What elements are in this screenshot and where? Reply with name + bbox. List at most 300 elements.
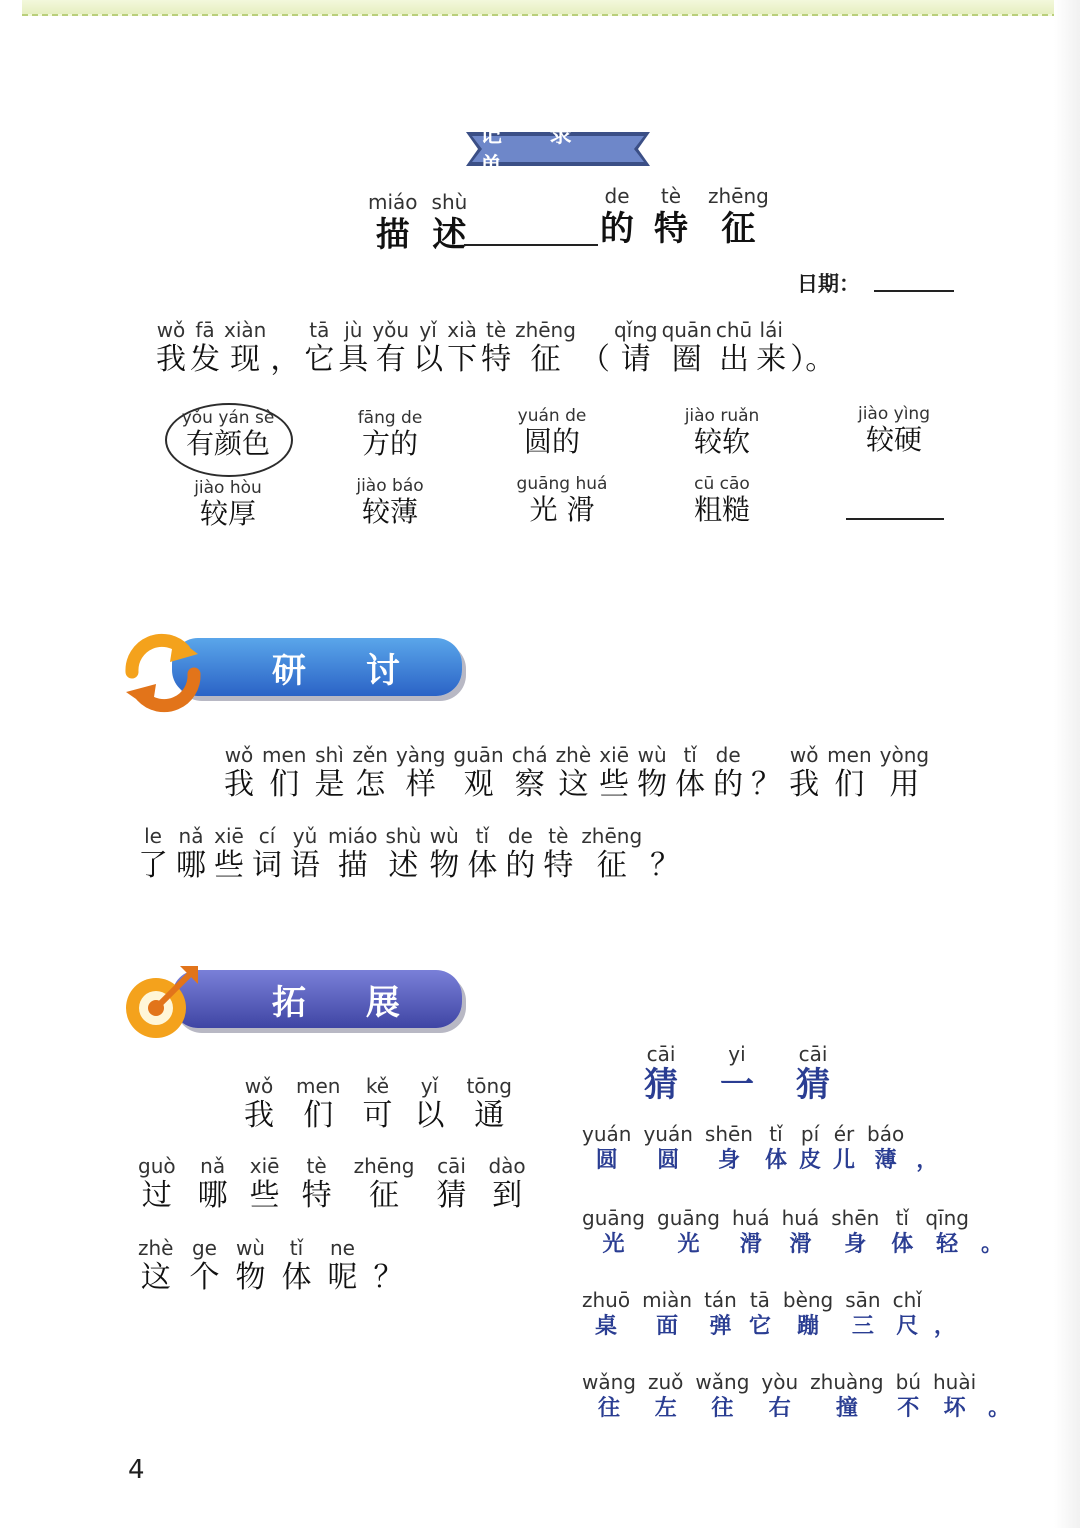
pinyin: zhè [138,1236,174,1260]
discuss-char [650,826,680,881]
hanzi: 光 [677,1231,700,1257]
hanzi: 左 [654,1395,677,1421]
hanzi: 桌 [595,1313,618,1339]
hanzi: 体 [281,1260,312,1295]
finding-char [304,320,334,375]
pinyin: yǒu [372,318,410,342]
riddle-char [695,1372,749,1419]
discuss-char [556,745,591,800]
riddle-char [643,1124,692,1171]
pinyin: qīng [925,1206,969,1230]
pinyin: guāng [582,1206,645,1230]
hanzi: ？ [751,767,782,802]
finding-char [481,320,511,375]
extend-char [250,1156,280,1211]
hanzi: 面 [656,1313,679,1339]
riddle-char [783,1290,833,1337]
option-pinyin: cū cāo [694,474,750,494]
finding-char [447,320,477,375]
discuss-char [396,745,445,800]
discuss-char [880,745,929,800]
pinyin [592,320,598,340]
feature-option[interactable] [652,408,792,456]
pinyin: tè [306,1154,327,1178]
pinyin: huá [781,1206,820,1230]
pinyin: zhuàng [810,1370,884,1394]
hanzi: 发 [190,342,220,377]
discuss-char [467,826,497,881]
hanzi: 右 [768,1395,791,1421]
pinyin: wǒ [224,743,254,767]
option-pinyin: yǒu yán sè [181,408,275,428]
hanzi: 哪 [176,848,206,883]
pinyin: wǒ [156,318,186,342]
riddle-title [644,1042,830,1105]
feature-option[interactable] [158,410,298,458]
finding-char [756,320,786,375]
hanzi: ？ [650,848,681,883]
hanzi: 征 [721,209,756,249]
riddle-char [582,1372,636,1419]
extend-char [373,1238,403,1293]
discuss-char [599,745,629,800]
discuss-char [751,745,781,800]
riddle-char [831,1208,879,1255]
riddle-line [582,1124,938,1171]
extend-char [414,1076,444,1131]
cycle-arrows-icon [118,630,208,714]
custom-feature-blank[interactable] [846,518,944,520]
pinyin: qǐng [613,318,658,342]
date-fill-blank[interactable] [874,290,954,292]
pinyin: yǐ [419,318,437,342]
pinyin: jù [344,318,363,342]
pinyin: tǐ [475,824,490,848]
discuss-question-line2 [138,826,680,881]
riddle-char [934,1290,956,1337]
riddle-char [891,1208,913,1255]
option-hanzi: 较软 [693,425,750,458]
riddle-char [582,1290,630,1337]
discuss-char [505,826,535,881]
pinyin: le [144,824,162,848]
hanzi: 体 [891,1231,914,1257]
title-fill-blank[interactable] [464,244,598,246]
page-number: 4 [128,1455,145,1485]
pinyin: zhēng [581,824,643,848]
page-edge-shadow [1054,0,1080,1528]
extend-char [302,1156,332,1211]
riddle-char [810,1372,883,1419]
hanzi: 出 [719,342,750,377]
riddle-char [799,1124,821,1171]
hanzi: 的 [505,848,536,883]
pinyin: wù [235,1236,265,1260]
riddle-char [782,1208,820,1255]
hanzi: 请 [620,342,651,377]
option-pinyin: jiào yìng [857,404,931,424]
hanzi: 撞 [835,1395,858,1421]
discuss-char [314,745,344,800]
hanzi: ， [933,1313,956,1339]
hanzi: 猜 [644,1065,678,1105]
discuss-char [262,745,306,800]
title-char [431,190,468,255]
hanzi: 猜 [796,1065,830,1105]
hanzi: 不 [897,1395,920,1421]
riddle-char [582,1208,645,1255]
pinyin: miáo [328,824,378,848]
riddle-char [642,1290,692,1337]
section-discuss-label: 研 讨 [172,638,462,696]
finding-char [270,320,300,375]
discuss-char [543,826,573,881]
record-sheet-title: 记 录 单 [480,123,592,179]
hanzi: 些 [249,1178,280,1213]
riddle-char [732,1208,770,1255]
pinyin: chǐ [892,1288,922,1312]
hanzi: 儿 [833,1147,856,1173]
hanzi: 的 [600,209,634,249]
title-char [708,184,769,249]
option-hanzi: 较硬 [865,423,922,456]
pinyin: yòng [879,743,930,767]
hanzi: 述 [432,215,467,255]
option-pinyin: guāng huá [516,474,608,494]
pinyin: tōng [466,1074,512,1098]
hanzi: 一 [720,1065,754,1105]
feature-option[interactable] [158,480,298,528]
pinyin: yòu [761,1370,799,1394]
pinyin: sān [845,1288,881,1312]
hanzi: 它 [748,1313,771,1339]
pinyin [810,320,816,340]
hanzi: 现 [230,342,261,377]
pinyin: yàng [395,743,446,767]
pinyin: chū [715,318,753,342]
discuss-char [789,745,819,800]
extend-char [198,1156,228,1211]
pinyin: pí [800,1122,820,1146]
pinyin: zuǒ [647,1370,684,1394]
finding-char [156,320,186,375]
hanzi: 圆 [657,1147,680,1173]
hanzi: 轻 [936,1231,959,1257]
pinyin [282,320,288,340]
hanzi: 用 [889,767,920,802]
riddle-line [582,1290,956,1337]
hanzi: 圈 [671,342,702,377]
pinyin: wù [429,824,459,848]
feature-option[interactable] [652,476,792,524]
hanzi: 往 [597,1395,620,1421]
pinyin [924,1124,930,1144]
hanzi: 我 [224,767,254,802]
hanzi: 薄 [874,1147,897,1173]
pinyin: wǎng [695,1370,750,1394]
hanzi: 是 [314,767,345,802]
hanzi: 怎 [355,767,386,802]
pinyin: tǐ [289,1236,304,1260]
pinyin: dào [488,1154,526,1178]
pinyin: yǔ [292,824,318,848]
pinyin: ér [833,1122,855,1146]
hanzi: 通 [474,1098,505,1133]
pinyin: de [604,184,630,208]
hanzi: 这 [140,1260,171,1295]
pinyin: huá [732,1206,770,1230]
option-hanzi: 较厚 [199,497,256,530]
option-pinyin: yuán de [517,406,587,426]
pinyin: guān [453,743,504,767]
riddle-title-char [720,1042,754,1105]
hanzi: 特 [301,1178,332,1213]
pinyin: tǐ [769,1122,783,1146]
option-hanzi: 圆的 [523,425,580,458]
section-extend-label: 拓 展 [172,970,462,1028]
finding-char [580,320,610,375]
discuss-char [352,745,387,800]
pinyin: guò [138,1154,176,1178]
hanzi: 体 [764,1147,787,1173]
title-char [368,190,418,255]
extend-char [436,1156,466,1211]
discuss-char [214,826,244,881]
hanzi: 。 [980,1231,1003,1257]
pinyin: de [715,743,741,767]
hanzi: 它 [304,342,335,377]
hanzi: 我 [244,1098,274,1133]
pinyin: men [296,1074,341,1098]
pinyin: wǒ [789,743,819,767]
pinyin: bèng [782,1288,834,1312]
pinyin: zhēng [708,184,769,208]
option-hanzi: 较薄 [361,495,418,528]
riddle-char [582,1124,631,1171]
hanzi: 了 [138,848,168,883]
hanzi: 物 [235,1260,266,1295]
feature-option[interactable] [824,406,964,454]
riddle-title-char [796,1042,830,1105]
pinyin: tán [704,1288,737,1312]
pinyin: zěn [352,743,388,767]
title-part-features [600,184,769,249]
pinyin: yuán [643,1122,693,1146]
finding-char [515,320,576,375]
pinyin: shēn [704,1122,753,1146]
pinyin: bú [895,1370,921,1394]
pinyin: de [507,824,533,848]
pinyin: ge [191,1236,217,1260]
pinyin: huài [933,1370,977,1394]
feature-option[interactable] [320,478,460,526]
riddle-char [845,1290,880,1337]
hanzi: 滑 [739,1231,762,1257]
discuss-char [512,745,548,800]
pinyin: zhēng [353,1154,415,1178]
hanzi: 特 [481,342,512,377]
pinyin [763,745,769,765]
hanzi: 察 [514,767,545,802]
riddle-char [704,1290,737,1337]
pinyin: nǎ [200,1154,226,1178]
hanzi: 们 [269,767,300,802]
riddle-char [648,1372,683,1419]
hanzi: 往 [711,1395,734,1421]
feature-option[interactable] [492,476,632,524]
pinyin: shù [385,824,422,848]
extend-question-line1 [244,1076,512,1131]
pinyin: xiē [249,1154,280,1178]
pinyin: xiē [599,743,629,767]
riddle-char [761,1372,798,1419]
hanzi: ？ [373,1260,404,1295]
hanzi: 描 [375,215,410,255]
pinyin: miáo [368,190,418,214]
pinyin: zhè [555,743,592,767]
riddle-char [896,1372,921,1419]
hanzi: 的 [713,767,744,802]
date-label: 日期： [797,272,860,296]
hanzi: 观 [463,767,494,802]
pinyin [662,826,668,846]
title-char [600,184,634,249]
hanzi: 到 [492,1178,523,1213]
hanzi: 具 [338,342,369,377]
hanzi: 些 [214,848,244,883]
pinyin: cāi [437,1154,466,1178]
pinyin: tā [749,1288,770,1312]
pinyin: tè [486,318,507,342]
pinyin: tè [548,824,569,848]
riddle-char [657,1208,720,1255]
hanzi: 有 [375,342,406,377]
hanzi: 描 [337,848,368,883]
pinyin: wǎng [582,1370,636,1394]
hanzi: 三 [851,1313,874,1339]
hanzi: 弹 [709,1313,732,1339]
hanzi: 特 [543,848,574,883]
hanzi: 滑 [789,1231,812,1257]
hanzi: 呢 [327,1260,358,1295]
pinyin: chá [511,743,548,767]
riddle-char [916,1124,938,1171]
pinyin: shù [431,190,468,214]
hanzi: 身 [717,1147,740,1173]
riddle-char [705,1124,753,1171]
extend-char [244,1076,274,1131]
pinyin: xiē [214,824,244,848]
hanzi: 述 [388,848,419,883]
extend-char [281,1238,311,1293]
discuss-char [637,745,667,800]
pinyin: tǐ [895,1206,909,1230]
pinyin: nǎ [178,824,204,848]
extend-char [189,1238,219,1293]
hanzi: ， [916,1147,939,1173]
pinyin: xià [447,318,477,342]
hanzi: 些 [599,767,630,802]
finding-sentence [156,320,835,375]
feature-option[interactable] [482,408,622,456]
extend-char [138,1156,176,1211]
riddle-char [833,1124,855,1171]
discuss-char [328,826,378,881]
pinyin [996,1372,1002,1392]
finding-char [372,320,409,375]
pinyin: xiàn [224,318,267,342]
hanzi: 物 [637,767,668,802]
hanzi: 身 [844,1231,867,1257]
discuss-char [176,826,206,881]
finding-char [338,320,368,375]
hanzi: 们 [303,1098,334,1133]
pinyin: men [827,743,872,767]
hanzi: 坏 [943,1395,966,1421]
target-arrow-icon [118,962,208,1046]
pinyin: yǐ [420,1074,439,1098]
feature-option[interactable] [320,410,460,458]
hanzi: 来 [756,342,787,377]
pinyin: cí [258,824,276,848]
riddle-char [765,1124,787,1171]
pinyin [989,1208,995,1228]
pinyin: fā [195,318,215,342]
extend-question-line3 [138,1238,403,1293]
hanzi: 过 [141,1178,172,1213]
discuss-char [138,826,168,881]
extend-question-line2 [138,1156,526,1211]
pinyin: cāi [798,1042,828,1066]
extend-char [488,1156,525,1211]
finding-char [716,320,752,375]
discuss-char [290,826,320,881]
extend-char [296,1076,340,1131]
title-char [654,184,688,249]
option-hanzi: 方的 [361,427,418,460]
hanzi: 词 [252,848,282,883]
option-pinyin: jiào hòu [194,478,262,498]
discuss-char [429,826,459,881]
hanzi: （ [579,342,610,377]
hanzi: 特 [654,209,688,249]
hanzi: 们 [834,767,865,802]
pinyin [385,1238,391,1258]
hanzi: 可 [362,1098,393,1133]
riddle-line [582,1208,1003,1255]
hanzi: 语 [290,848,320,883]
pinyin: báo [867,1122,905,1146]
hanzi: 征 [596,848,627,883]
record-sheet-banner [466,123,650,179]
discuss-char [386,826,422,881]
extend-char [354,1156,415,1211]
hanzi: 体 [675,767,706,802]
finding-char [413,320,443,375]
title-part-describe [368,190,468,255]
pinyin: zhēng [515,318,576,342]
pinyin: kě [365,1074,390,1098]
top-decorative-strip [22,0,1058,16]
pinyin: tā [309,318,330,342]
pinyin: lái [759,318,783,342]
hanzi: 体 [467,848,498,883]
pinyin: wù [637,743,667,767]
hanzi: 样 [405,767,436,802]
option-pinyin: jiào ruǎn [684,406,760,426]
option-pinyin: fāng de [357,408,423,428]
pinyin: men [262,743,307,767]
